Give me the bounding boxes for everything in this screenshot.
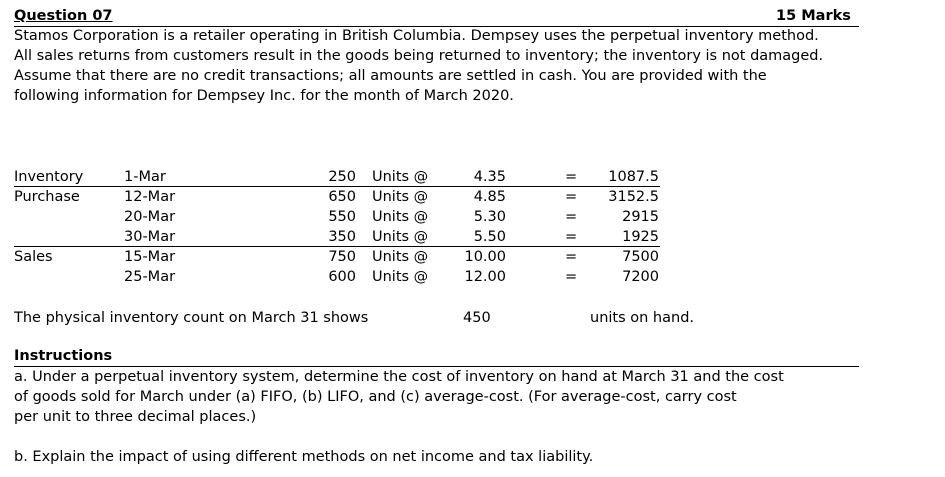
instructions-heading: Instructions	[14, 348, 113, 364]
table-rule	[14, 246, 660, 247]
row-unit-text: Units @	[372, 189, 429, 205]
row-date: 20-Mar	[124, 209, 176, 225]
row-price: 5.30	[473, 209, 506, 225]
row-price: 5.50	[473, 229, 506, 245]
row-qty: 650	[328, 189, 356, 205]
intro-line-4: following information for Dempsey Inc. for the month of March 2020.	[14, 88, 514, 104]
instruction-a-line-3: per unit to three decimal places.)	[14, 409, 257, 425]
question-title: Question 07	[14, 8, 113, 24]
row-equals: =	[565, 269, 578, 285]
row-price: 12.00	[464, 269, 506, 285]
row-unit-text: Units @	[372, 209, 429, 225]
row-price: 10.00	[464, 249, 506, 265]
instruction-b-line: b. Explain the impact of using different methods on net income and tax liability.	[14, 449, 594, 465]
row-label: Inventory	[14, 169, 84, 185]
row-equals: =	[565, 249, 578, 265]
physical-count-suffix: units on hand.	[590, 310, 695, 326]
row-unit-text: Units @	[372, 269, 429, 285]
instruction-a-line-2: of goods sold for March under (a) FIFO, (b) LIFO, and (c) average-cost. (For average-cost, carry cost	[14, 389, 737, 405]
table-rule	[14, 186, 660, 187]
row-total: 3152.5	[608, 189, 659, 205]
row-unit-text: Units @	[372, 169, 429, 185]
row-equals: =	[565, 209, 578, 225]
row-qty: 600	[328, 269, 356, 285]
intro-line-2: All sales returns from customers result in the goods being returned to inventory; the inventory is not damaged.	[14, 48, 824, 64]
row-qty: 250	[328, 169, 356, 185]
row-price: 4.85	[473, 189, 506, 205]
physical-count-value: 450	[463, 310, 491, 326]
row-total: 1087.5	[608, 169, 659, 185]
row-total: 2915	[622, 209, 659, 225]
row-total: 1925	[622, 229, 659, 245]
row-qty: 350	[328, 229, 356, 245]
row-equals: =	[565, 169, 578, 185]
row-price: 4.35	[473, 169, 506, 185]
intro-line-3: Assume that there are no credit transactions; all amounts are settled in cash. You are provided with the	[14, 68, 767, 84]
row-equals: =	[565, 189, 578, 205]
row-qty: 750	[328, 249, 356, 265]
row-total: 7200	[622, 269, 659, 285]
row-label: Purchase	[14, 189, 80, 205]
row-date: 15-Mar	[124, 249, 176, 265]
row-qty: 550	[328, 209, 356, 225]
row-date: 30-Mar	[124, 229, 176, 245]
row-date: 1-Mar	[124, 169, 166, 185]
row-date: 25-Mar	[124, 269, 176, 285]
physical-count-text: The physical inventory count on March 31 shows	[14, 310, 369, 326]
row-equals: =	[565, 229, 578, 245]
row-label: Sales	[14, 249, 53, 265]
row-total: 7500	[622, 249, 659, 265]
row-unit-text: Units @	[372, 229, 429, 245]
intro-line-1: Stamos Corporation is a retailer operating in British Columbia. Dempsey uses the perpetual inventory method.	[14, 28, 819, 44]
question-marks: 15 Marks	[776, 8, 851, 24]
instruction-a-line-1: a. Under a perpetual inventory system, determine the cost of inventory on hand at March 31 and the cost	[14, 369, 784, 385]
row-date: 12-Mar	[124, 189, 176, 205]
row-unit-text: Units @	[372, 249, 429, 265]
